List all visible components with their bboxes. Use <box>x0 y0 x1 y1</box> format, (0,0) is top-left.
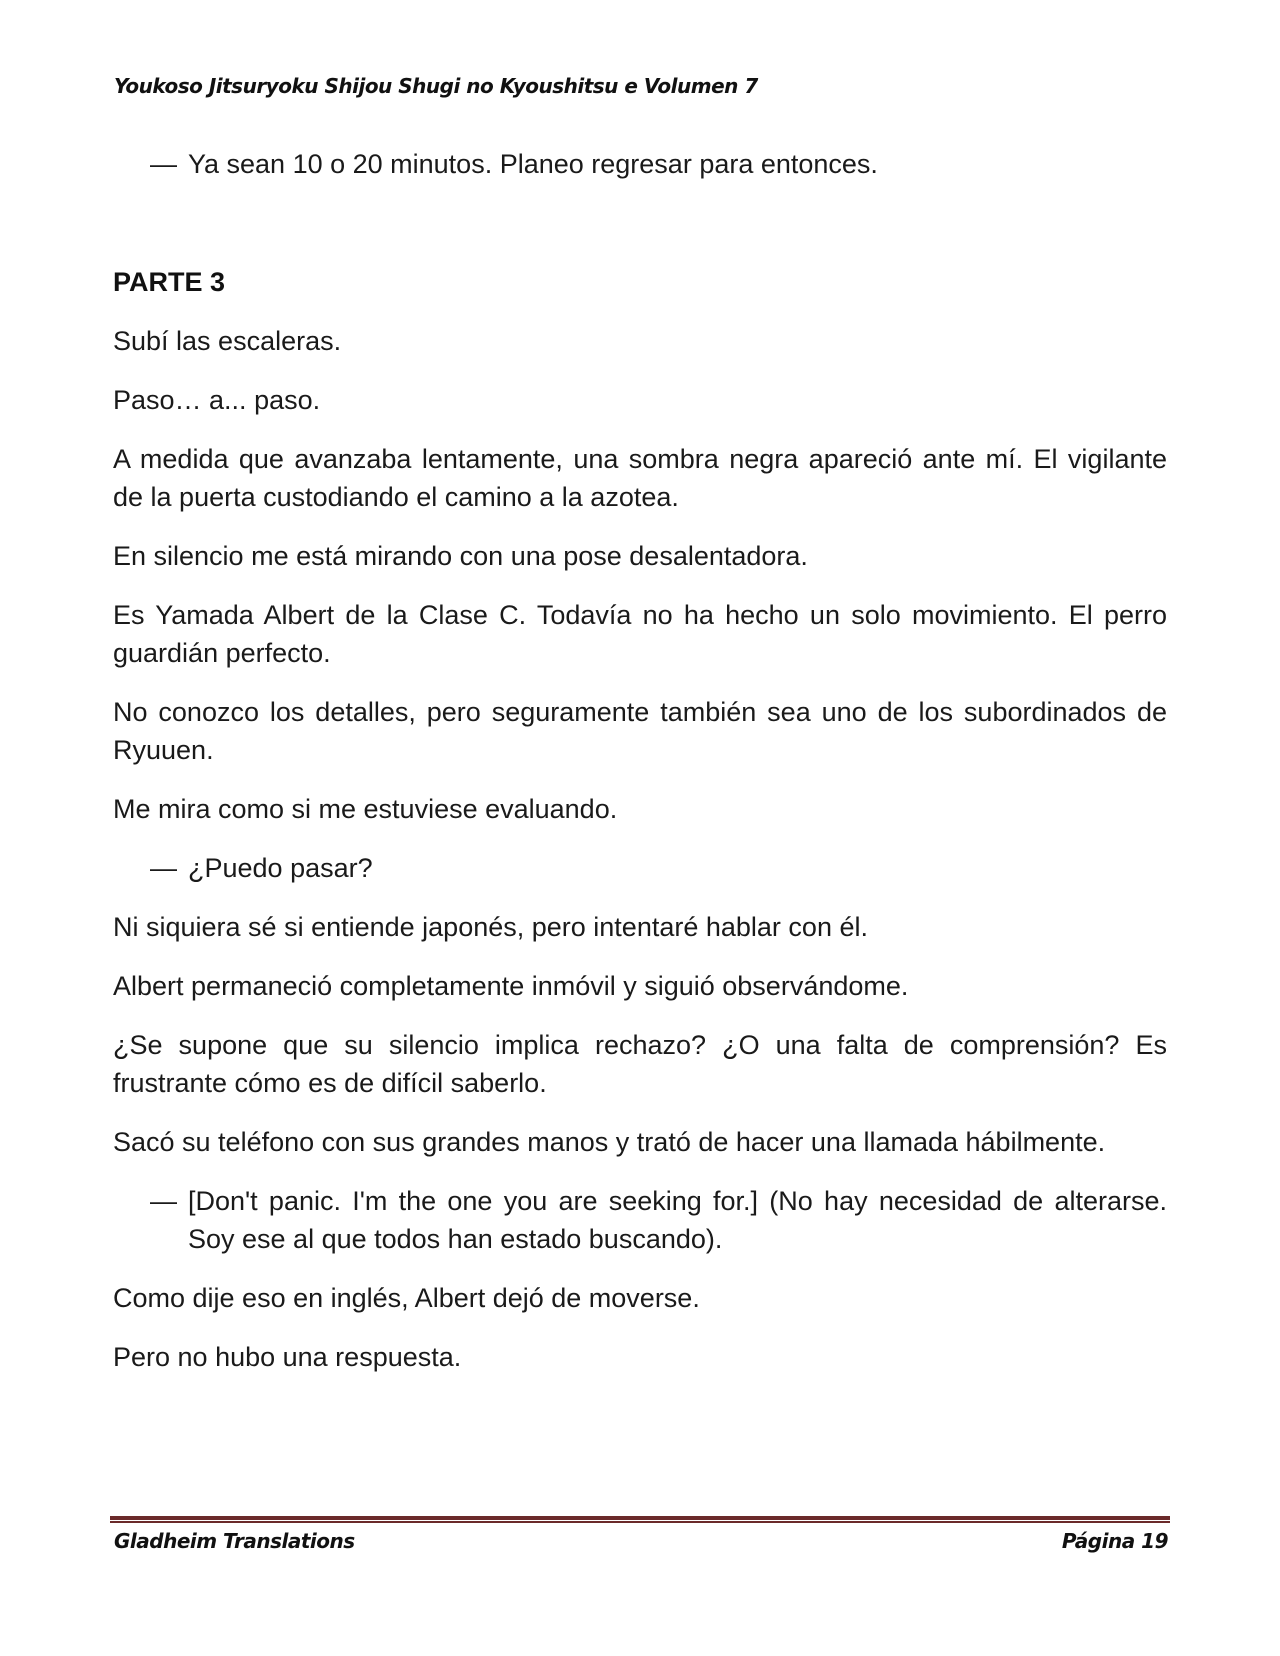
dialog-line <box>150 1182 1167 1258</box>
paragraph: Como dije eso en inglés, Albert dejó de moverse. <box>113 1283 700 1313</box>
dialog-line <box>150 145 1167 183</box>
footer-publisher: Gladheim Translations <box>114 1529 355 1553</box>
dialog-line <box>150 849 1167 887</box>
dialog-text: [Don't panic. I'm the one you are seeking for.] (No hay necesidad de alterarse. Soy ese al que todos han estado buscando). <box>188 1186 1167 1254</box>
paragraph: Pero no hubo una respuesta. <box>113 1342 462 1372</box>
dialog-text: Ya sean 10 o 20 minutos. Planeo regresar para entonces. <box>188 149 878 179</box>
paragraph: No conozco los detalles, pero seguramente también sea uno de los subordinados de Ryuuen. <box>113 697 1167 765</box>
paragraph: Paso… a... paso. <box>113 385 321 415</box>
dialog-dash: — <box>150 1186 177 1216</box>
paragraph: Es Yamada Albert de la Clase C. Todavía no ha hecho un solo movimiento. El perro guardián perfecto. <box>113 600 1167 668</box>
section-heading: PARTE 3 <box>113 267 226 297</box>
paragraph: ¿Se supone que su silencio implica rechazo? ¿O una falta de comprensión? Es frustrante cómo es de difícil saberlo. <box>113 1030 1167 1098</box>
paragraph: Me mira como si me estuviese evaluando. <box>113 794 618 824</box>
paragraph: Subí las escaleras. <box>113 326 342 356</box>
footer-divider <box>110 1516 1170 1523</box>
paragraph: Sacó su teléfono con sus grandes manos y trató de hacer una llamada hábilmente. <box>113 1127 1106 1157</box>
paragraph: Albert permaneció completamente inmóvil y siguió observándome. <box>113 971 909 1001</box>
dialog-dash: — <box>150 853 177 883</box>
footer-page-number: Página 19 <box>1061 1529 1168 1553</box>
paragraph: En silencio me está mirando con una pose desalentadora. <box>113 541 808 571</box>
paragraph: A medida que avanzaba lentamente, una sombra negra apareció ante mí. El vigilante de la puerta custodiando el camino a la azotea. <box>113 444 1167 512</box>
dialog-dash: — <box>150 149 177 179</box>
running-header-title: Youkoso Jitsuryoku Shijou Shugi no Kyoushitsu e Volumen 7 <box>114 74 758 98</box>
document-body <box>113 145 1167 1397</box>
dialog-text: ¿Puedo pasar? <box>188 853 373 883</box>
paragraph: Ni siquiera sé si entiende japonés, pero intentaré hablar con él. <box>113 912 868 942</box>
